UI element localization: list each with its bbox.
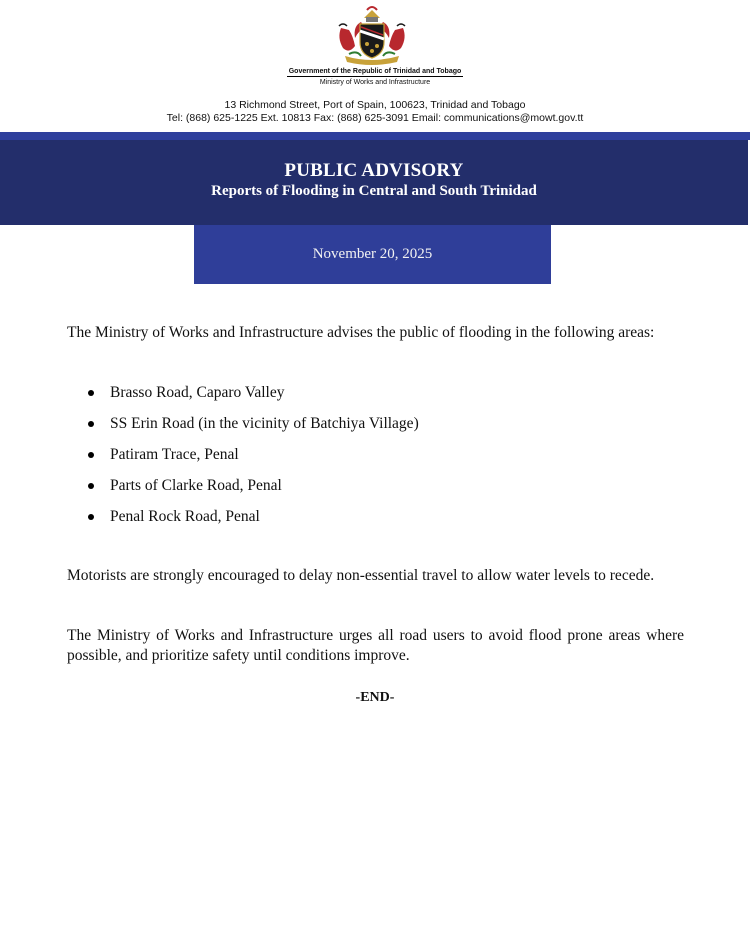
address-line: 13 Richmond Street, Port of Spain, 100623, Trinidad and Tobago — [224, 99, 526, 111]
area-name: Patiram Trace, Penal — [110, 446, 239, 463]
advisory-subtitle: Reports of Flooding in Central and South Trinidad — [211, 183, 537, 199]
list-item — [88, 507, 419, 538]
contact-line: Tel: (868) 625-1225 Ext. 10813 Fax: (868) 625-3091 Email: communications@mowt.gov.tt — [166, 112, 584, 124]
list-item — [88, 383, 419, 414]
ministry-name: Ministry of Works and Infrastructure — [319, 79, 431, 86]
flooded-areas-list — [88, 383, 419, 538]
bullet-icon — [88, 483, 94, 489]
intro-paragraph: The Ministry of Works and Infrastructure advises the public of flooding in the following areas: — [67, 324, 655, 341]
safety-paragraph: The Ministry of Works and Infrastructure urges all road users to avoid flood prone areas where possible, and prioritize safety until conditions improve. — [67, 627, 684, 664]
motorists-paragraph: Motorists are strongly encouraged to delay non-essential travel to allow water levels to recede. — [67, 567, 655, 584]
list-item — [88, 476, 419, 507]
advisory-title: PUBLIC ADVISORY — [284, 160, 464, 181]
list-item — [88, 414, 419, 445]
area-name: Parts of Clarke Road, Penal — [110, 477, 282, 494]
header-accent-strip — [0, 132, 750, 140]
bullet-icon — [88, 390, 94, 396]
advisory-date: November 20, 2025 — [194, 225, 551, 284]
bullet-icon — [88, 452, 94, 458]
bullet-icon — [88, 514, 94, 520]
area-name: Penal Rock Road, Penal — [110, 508, 260, 525]
end-marker: -END- — [355, 690, 395, 705]
bullet-icon — [88, 421, 94, 427]
area-name: Brasso Road, Caparo Valley — [110, 384, 285, 401]
area-name: SS Erin Road (in the vicinity of Batchiya Village) — [110, 415, 419, 432]
government-name: Government of the Republic of Trinidad and Tobago — [288, 68, 462, 75]
list-item — [88, 445, 419, 476]
coat-of-arms-icon — [331, 4, 413, 68]
advisory-banner — [0, 140, 748, 225]
